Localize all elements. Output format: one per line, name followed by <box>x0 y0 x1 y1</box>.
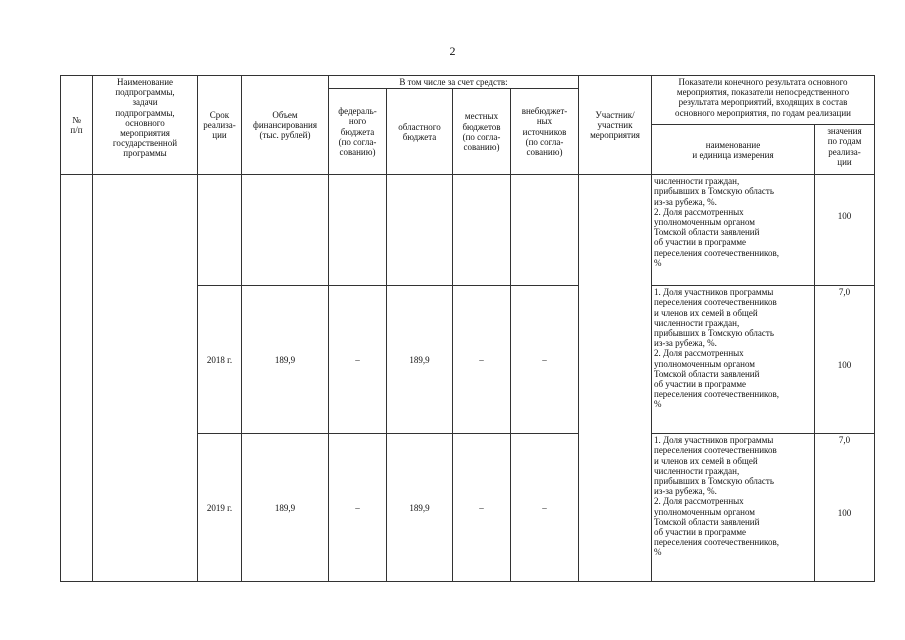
cell-name <box>93 175 198 582</box>
header-ind-value: значения по годам реализа- ции <box>815 125 875 175</box>
cell-values <box>815 434 875 582</box>
header-num: № п/п <box>61 76 93 175</box>
cell-regional: 189,9 <box>387 286 453 434</box>
cell-local: – <box>453 286 511 434</box>
cell-year: 2019 г. <box>198 434 242 582</box>
cell-participant <box>579 175 652 582</box>
value-first: 7,0 <box>838 435 851 446</box>
header-ind-name: наименование и единица измерения <box>652 125 815 175</box>
header-federal: федераль- ного бюджета (по согла- сованию) <box>329 89 387 175</box>
cell-year: 2018 г. <box>198 286 242 434</box>
cell-federal: – <box>329 434 387 582</box>
cell-volume: 189,9 <box>242 286 329 434</box>
cell-extra: – <box>511 286 579 434</box>
header-participant: Участник/ участник мероприятия <box>579 76 652 175</box>
header-term: Срок реализа- ции <box>198 76 242 175</box>
cell-federal <box>329 175 387 286</box>
cell-values <box>815 175 875 286</box>
value-first: 7,0 <box>838 287 851 298</box>
cell-indicator: 1. Доля участников программы переселения соотечественников и членов их семей в общей численности граждан, прибывших в Томскую область из-за рубежа, %. 2. Доля рассмотренных уполномоченным органом Томской области заявлений об участии в программе переселения соотечественников, % <box>652 434 815 582</box>
cell-extra <box>511 175 579 286</box>
header-sources-group: В том числе за счет средств: <box>329 76 579 89</box>
header-name: Наименование подпрограммы, задачи подпрограммы, основного мероприятия государственной программы <box>93 76 198 175</box>
page-number: 2 <box>449 44 456 58</box>
table-row <box>61 175 875 286</box>
cell-values <box>815 286 875 434</box>
value-second: 100 <box>837 508 852 519</box>
cell-local <box>453 175 511 286</box>
cell-indicator: 1. Доля участников программы переселения соотечественников и членов их семей в общей численности граждан, прибывших в Томскую область из-за рубежа, %. 2. Доля рассмотренных уполномоченным органом Томской области заявлений об участии в программе переселения соотечественников, % <box>652 286 815 434</box>
cell-num <box>61 175 93 582</box>
cell-volume: 189,9 <box>242 434 329 582</box>
cell-indicator: численности граждан, прибывших в Томскую область из-за рубежа, %. 2. Доля рассмотренных уполномоченным органом Томской области заявлений об участии в программе переселения соотечественников, % <box>652 175 815 286</box>
cell-federal: – <box>329 286 387 434</box>
cell-local: – <box>453 434 511 582</box>
cell-volume <box>242 175 329 286</box>
program-table <box>60 75 875 582</box>
header-regional: областного бюджета <box>387 89 453 175</box>
header-volume: Объем финансирования (тыс. рублей) <box>242 76 329 175</box>
cell-year <box>198 175 242 286</box>
header-extra: внебюджет- ных источников (по согла- сованию) <box>511 89 579 175</box>
header-local: местных бюджетов (по согла- сованию) <box>453 89 511 175</box>
value-second: 100 <box>837 360 852 371</box>
cell-regional <box>387 175 453 286</box>
value-second: 100 <box>837 211 852 222</box>
cell-extra: – <box>511 434 579 582</box>
cell-regional: 189,9 <box>387 434 453 582</box>
header-indicators-group: Показатели конечного результата основного мероприятия, показатели непосредственного результата мероприятий, входящих в состав основного мероприятия, по годам реализации <box>652 76 875 125</box>
